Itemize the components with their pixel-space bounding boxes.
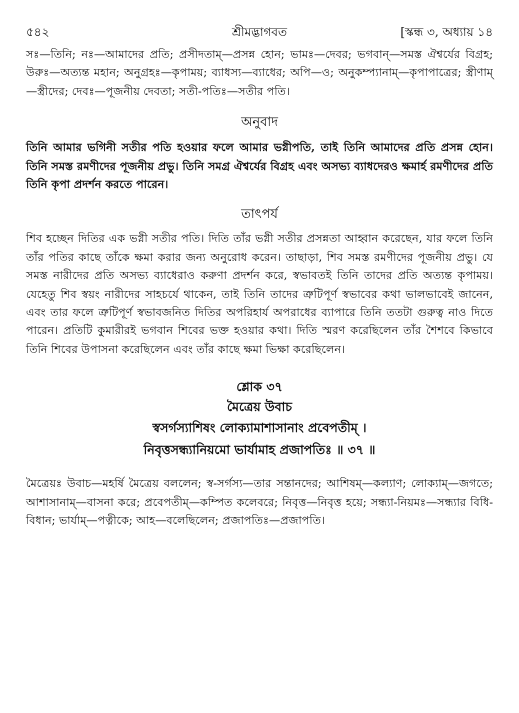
verse-line-1: স্বসর্গস্যাশিষং লোক্যামাশাসানাং প্রবেপতীম্ । xyxy=(152,420,367,436)
purport-heading: তাৎপর্য xyxy=(241,207,278,223)
verse-line-2: নিবৃত্তসন্ধ্যানিয়মো ভার্যামাহ প্রজাপতিঃ ॥ ৩৭ ॥ xyxy=(143,442,376,458)
verse-speaker: মৈত্রেয় উবাচ xyxy=(227,399,292,415)
canto-chapter-label: [স্কন্ধ ৩, অধ্যায় ১৪ xyxy=(400,25,493,39)
translation-heading: অনুবাদ xyxy=(241,115,278,131)
page-header xyxy=(26,20,493,40)
page-number: ৫৪২ xyxy=(26,25,50,39)
purport-text: শিব হচ্ছেন দিতির এক ভগ্নী সতীর পতি। দিতি তাঁর ভগ্নী সতীর প্রসন্নতা আহ্বান করেছেন, যার ফলে তিনি তাঁর পতির কাছে তাঁকে ক্ষমা করার জন্য অনুরোধ করেন। তাছাড়া, শিব সমস্ত রমণীদের পূজনীয় প্রভু। যে সমস্ত নারীদের প্রতি অসভ্য ব্যাধেরাও করুণা প্রদর্শন করে, স্বভাবতই তিনি তাদের প্রতি অত্যন্ত কৃপাময়। যেহেতু শিব স্বয়ং নারীদের সাহচর্যে থাকেন, তাই তিনি তাদের ত্রুটিপূর্ণ স্বভাবের কথা ভালভাবেই জানেন, এবং তার ফলে ত্রুটিপূর্ণ স্বভাবজনিত দিতির অপরিহার্য অপরাধের ব্যাপারে তিনি ততটা গুরুত্ব নাও দিতে পারেন। প্রতিটি কুমারীরই ভগবান শিবের ভক্ত হওয়ার কথা। দিতি স্মরণ করেছিলেন তাঁর শৈশবে কিভাবে তিনি শিবের উপাসনা করেছিলেন এবং তাঁর কাছে ক্ষমা ভিক্ষা করেছিলেন। xyxy=(26,232,493,356)
word-synonyms-verse-37: মৈত্রেয়ঃ উবাচ—মহর্ষি মৈত্রেয় বললেন; স্ব-সর্গস্য—তার সন্তানদের; আশিষম্—কল্যাণ; লোক্যাম্—জগতে; আশাসানাম্—বাসনা করে; প্রবেপতীম্—কম্পিত কলেবরে; নিবৃত্ত—নিবৃত্ত হয়ে; সন্ধ্যা-নিয়মঃ—সন্ধ্যার বিধি-বিধান; ভার্যাম্—পত্নীকে; আহ—বলেছিলেন; প্রজাপতিঃ—প্রজাপতি। xyxy=(26,477,493,528)
verse-number: শ্লোক ৩৭ xyxy=(236,379,283,395)
running-title: শ্রীমদ্ভাগবত xyxy=(231,25,287,39)
word-synonyms-previous-verse: সঃ—তিনি; নঃ—আমাদের প্রতি; প্রসীদতাম্—প্রসন্ন হোন; ভামঃ—দেবর; ভগবান্—সমস্ত ঐশ্বর্যের বিগ্রহ; উরুঃ—অত্যন্ত মহান; অনুগ্রহঃ—কৃপাময়; ব্যাধস্য—ব্যাধের; অপি—ও; অনুকম্প্যানাম্—কৃপাপাত্রের; স্ত্রীণাম্—স্ত্রীদের; দেবঃ—পূজনীয় দেবতা; সতী-পতিঃ—সতীর পতি। xyxy=(26,48,493,98)
verse-block xyxy=(26,377,493,461)
translation-text: তিনি আমার ভগিনী সতীর পতি হওয়ার ফলে আমার ভগ্নীপতি, তাই তিনি আমাদের প্রতি প্রসন্ন হোন। তিনি সমস্ত রমণীদের পূজনীয় প্রভু। তিনি সমগ্র ঐশ্বর্যের বিগ্রহ এবং অসভ্য ব্যাধদেরও ক্ষমার্হ রমণীদের প্রতি তিনি কৃপা প্রদর্শন করতে পারেন। xyxy=(26,140,493,192)
